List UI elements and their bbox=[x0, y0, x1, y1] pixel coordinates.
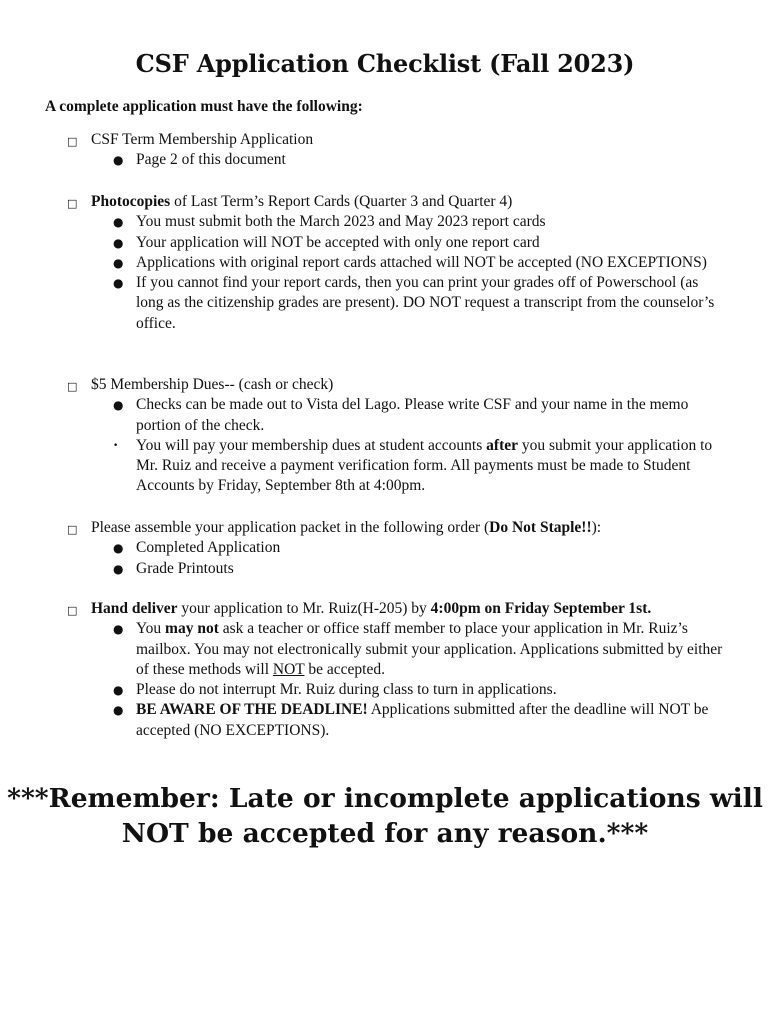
item-label: Please assemble your application packet in the following order ( bbox=[91, 519, 490, 536]
list-item: ● Applications with original report cards attached will NOT be accepted (NO EXCEPTIONS) bbox=[0, 253, 770, 273]
bullet-list bbox=[0, 619, 770, 741]
checklist-item-assemble-packet: □ Please assemble your application packet in the following order (Do Not Staple!!): ● Completed Application ● Grade Printouts bbox=[0, 518, 770, 579]
intro-text: A complete application must have the following: bbox=[45, 98, 363, 115]
item-label: $5 Membership Dues-- (cash or check) bbox=[91, 376, 334, 393]
bullet-icon: ● bbox=[113, 255, 124, 270]
item-label-bold: Hand deliver bbox=[91, 600, 178, 617]
list-item: ● Grade Printouts bbox=[0, 559, 770, 579]
bullet-icon: • bbox=[113, 440, 119, 451]
list-item: ● If you cannot find your report cards, then you can print your grades off of Powerschool (as long as the citizenship grades are present). DO NOT request a transcript from the counselor’s office. bbox=[113, 274, 715, 332]
checkbox-icon: □ bbox=[67, 523, 78, 536]
bullet-icon: ● bbox=[113, 276, 124, 291]
bullet-list bbox=[0, 395, 770, 496]
list-item: ● You must submit both the March 2023 and May 2023 report cards bbox=[0, 212, 770, 232]
item-label: your application to Mr. Ruiz(H-205) by bbox=[177, 600, 431, 617]
checkbox-icon: □ bbox=[67, 135, 78, 148]
list-item: ● You may not ask a teacher or office staff member to place your application in Mr. Ruiz’s mailbox. You may not electronically submit your application. Applications submitted by either of these methods will NOT be accepted. bbox=[113, 620, 723, 678]
reminder-line-2: NOT be accepted for any reason.*** bbox=[121, 818, 649, 849]
checkbox-icon: □ bbox=[67, 604, 78, 617]
list-item: ● Please do not interrupt Mr. Ruiz during class to turn in applications. bbox=[0, 680, 770, 700]
checkbox-icon: □ bbox=[67, 380, 78, 393]
checkbox-icon: □ bbox=[67, 197, 78, 210]
item-label-bold: Photocopies bbox=[91, 193, 171, 210]
checklist-item-membership-dues bbox=[0, 375, 770, 497]
bullet-list bbox=[0, 538, 770, 579]
list-item: ● Page 2 of this document bbox=[0, 150, 770, 170]
checklist-item-report-cards bbox=[0, 192, 770, 334]
bullet-list bbox=[0, 212, 770, 334]
list-item: • You will pay your membership dues at student accounts after you submit your application to Mr. Ruiz and receive a payment verification form. All payments must be made to Student Accounts by Friday, September 8th at 4:00pm. bbox=[113, 436, 713, 495]
bullet-icon: ● bbox=[113, 703, 124, 718]
reminder-heading bbox=[0, 781, 770, 851]
page-title: CSF Application Checklist (Fall 2023) bbox=[135, 49, 635, 78]
list-item: ● BE AWARE OF THE DEADLINE! Applications submitted after the deadline will NOT be accepted (NO EXCEPTIONS). bbox=[113, 701, 709, 739]
bullet-icon: ● bbox=[113, 541, 124, 556]
reminder-line-1: ***Remember: Late or incomplete applications will bbox=[7, 783, 763, 814]
list-item: ● Completed Application bbox=[0, 538, 770, 558]
item-label: of Last Term’s Report Cards (Quarter 3 and Quarter 4) bbox=[170, 193, 513, 210]
list-item: ● Your application will NOT be accepted with only one report card bbox=[0, 233, 770, 253]
bullet-icon: ● bbox=[113, 683, 124, 698]
bullet-icon: ● bbox=[113, 215, 124, 230]
bullet-icon: ● bbox=[113, 398, 124, 413]
bullet-list bbox=[0, 150, 770, 170]
checklist-item-hand-deliver: □ Hand deliver your application to Mr. Ruiz(H-205) by 4:00pm on Friday September 1st. ● You may not ask a teacher or office staff member to place your application in Mr. Ruiz’s mailbox. You may not electronically submit your application. Applications submitted by either of these methods will NOT be accepted. ● Please do not interrupt Mr. Ruiz during class to turn in applications. ● BE AWARE OF THE DEADLINE! Applications submitted after the deadline will NOT be accepted (NO EXCEPTIONS). bbox=[0, 599, 770, 741]
bullet-icon: ● bbox=[113, 561, 124, 576]
bullet-icon: ● bbox=[113, 153, 124, 168]
list-item: ● Checks can be made out to Vista del Lago. Please write CSF and your name in the memo portion of the check. bbox=[113, 396, 689, 434]
bullet-icon: ● bbox=[113, 622, 124, 637]
item-label: CSF Term Membership Application bbox=[91, 131, 314, 148]
checklist-item-membership-application bbox=[0, 130, 770, 171]
bullet-icon: ● bbox=[113, 235, 124, 250]
